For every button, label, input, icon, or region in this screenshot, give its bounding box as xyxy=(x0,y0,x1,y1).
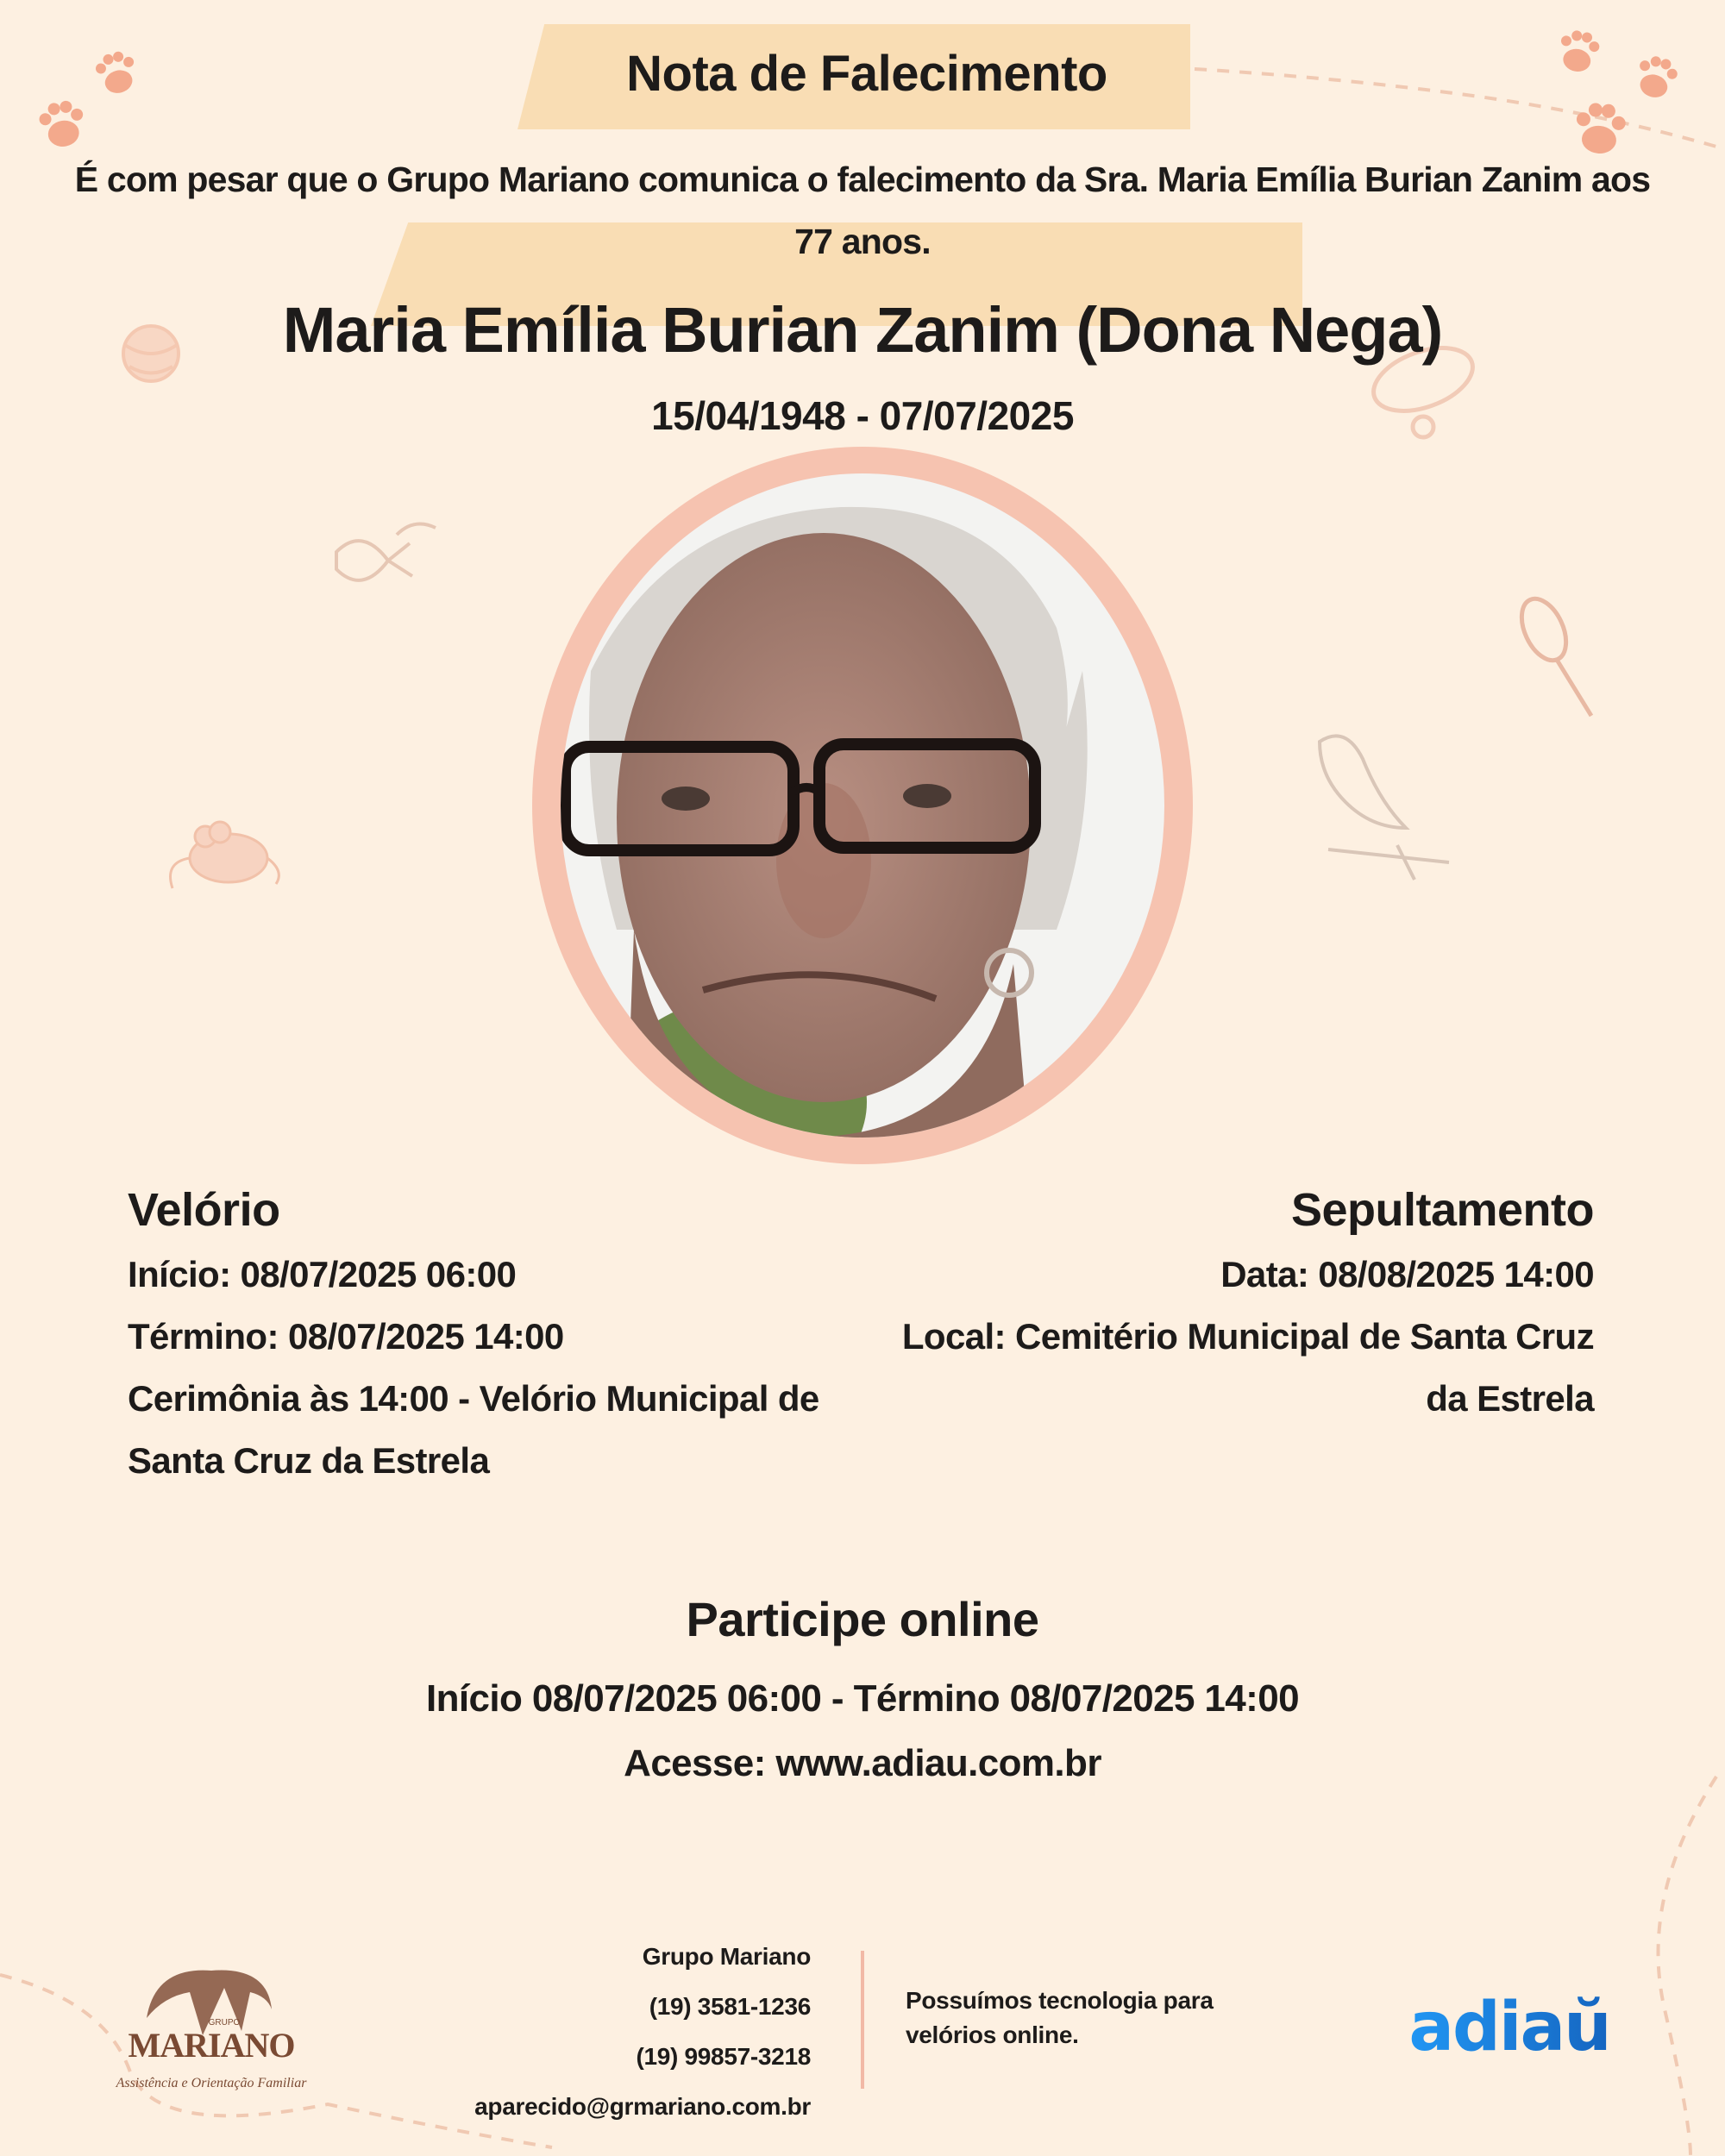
online-times: Início 08/07/2025 06:00 - Término 08/07/2025 14:00 xyxy=(426,1677,1299,1720)
dashed-trail-right xyxy=(1659,1777,1717,2156)
burial-date: Data: 08/08/2025 14:00 xyxy=(1220,1254,1594,1294)
mouse-icon xyxy=(171,822,279,888)
contact-email[interactable]: aparecido@grmariano.com.br xyxy=(474,2093,811,2120)
page-title: Nota de Falecimento xyxy=(626,46,1107,102)
contact-phone-2[interactable]: (19) 99857-3218 xyxy=(636,2043,811,2070)
mariano-logo-name: MARIANO xyxy=(128,2026,295,2065)
paw-print-icon xyxy=(1556,28,1601,75)
life-dates: 15/04/1948 - 07/07/2025 xyxy=(651,393,1074,438)
bird-icon xyxy=(1320,736,1449,880)
footer-divider xyxy=(861,1951,864,2089)
announcement-text: É com pesar que o Grupo Mariano comunica o falecimento da Sra. Maria Emília Burian Zanim aos 77 anos. xyxy=(74,160,1651,261)
wake-ceremony: Cerimônia às 14:00 - Velório Municipal de Santa Cruz da Estrela xyxy=(128,1378,819,1481)
contact-phone-1[interactable]: (19) 3581-1236 xyxy=(649,1993,811,2020)
grupo-mariano-logo xyxy=(95,1949,328,2096)
paw-print-icon xyxy=(37,98,88,150)
contact-company: Grupo Mariano xyxy=(642,1943,811,1970)
wake-section xyxy=(128,1183,835,1492)
paw-print-icon xyxy=(1633,53,1681,102)
burial-place: Local: Cemitério Municipal de Santa Cruz da Estrela xyxy=(901,1316,1594,1419)
paw-print-icon xyxy=(93,48,141,97)
wake-end: Término: 08/07/2025 14:00 xyxy=(128,1316,564,1357)
adiau-logo-text: adiaŭ xyxy=(1408,1989,1610,2065)
tech-note: Possuímos tecnologia para velórios online. xyxy=(906,1987,1214,2048)
wake-heading: Velório xyxy=(128,1184,280,1236)
burial-section xyxy=(880,1183,1594,1430)
brush-icon xyxy=(1513,592,1591,716)
adiau-logo xyxy=(1380,1979,1639,2065)
mariano-logo-group: GRUPO xyxy=(208,2018,241,2028)
fish-icon xyxy=(336,524,436,580)
dashed-trail-top xyxy=(1195,69,1716,147)
online-heading: Participe online xyxy=(686,1592,1039,1646)
burial-heading: Sepultamento xyxy=(1290,1184,1594,1236)
paw-print-icon xyxy=(1574,102,1628,156)
mariano-logo-tagline: Assistência e Orientação Familiar xyxy=(116,2076,307,2090)
wake-start: Início: 08/07/2025 06:00 xyxy=(128,1254,517,1294)
deceased-name: Maria Emília Burian Zanim (Dona Nega) xyxy=(282,294,1443,366)
online-access-link[interactable]: Acesse: www.adiau.com.br xyxy=(624,1742,1101,1784)
contact-block xyxy=(397,1932,811,2132)
portrait-photo xyxy=(530,447,1195,1164)
